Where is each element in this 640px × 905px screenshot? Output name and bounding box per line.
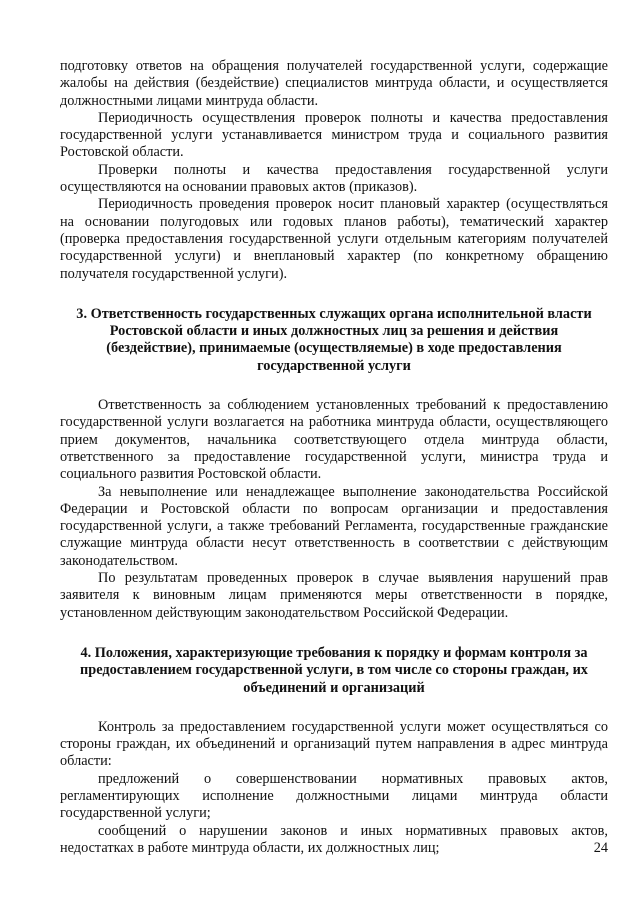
paragraph: сообщений о нарушении законов и иных нормативных правовых актов, недостатках в работе минтруда области, их должностных лиц; <box>60 822 608 856</box>
paragraph: подготовку ответов на обращения получателей государственной услуги, содержащие жалобы на действия (бездействие) специалистов минтруда области, и осуществляется должностными лицами минтруда области. <box>60 58 608 109</box>
page-number: 24 <box>593 840 608 856</box>
section-3 <box>60 306 608 622</box>
paragraph: Периодичность осуществления проверок полноты и качества предоставления государственной услуги устанавливается министром труда и социального развития Ростовской области. <box>60 109 608 161</box>
paragraph: За невыполнение или ненадлежащее выполнение законодательства Российской Федерации и Ростовской области по вопросам организации и предоставления государственной услуги, а также требований Регламента, государственные гражданские служащие минтруда области несут ответственность в соответствии с действующим законодательством. <box>60 483 608 569</box>
intro-block <box>60 58 608 283</box>
section-4 <box>60 645 608 857</box>
paragraph: Периодичность проведения проверок носит плановый характер (осуществляться на основании полугодовых или годовых планов работы), тематический характер (проверка предоставления государственной услуги отдельным категориям получателей государственной услуги) и внеплановый характер (по конкретному обращению получателя государственной услуги). <box>60 196 608 282</box>
paragraph: предложений о совершенствовании нормативных правовых актов, регламентирующих исполнение должностными лицами минтруда области государственной услуги; <box>60 770 608 822</box>
section-heading: 3. Ответственность государственных служащих органа исполнительной власти Ростовской области и иных должностных лиц за решения и действия (бездействие), принимаемые (осуществляемые) в ходе предоставления государственной услуги <box>76 305 592 374</box>
paragraph: Ответственность за соблюдением установленных требований к предоставлению государственной услуги возлагается на работника минтруда области, осуществляющего прием документов, начальника соответствующего отдела минтруда области, ответственного за предоставление государственной услуги, министра труда и социального развития Ростовской области. <box>60 397 608 483</box>
paragraph: Проверки полноты и качества предоставления государственной услуги осуществляются на основании правовых актов (приказов). <box>60 161 608 196</box>
paragraph: Контроль за предоставлением государственной услуги может осуществляться со стороны граждан, их объединений и организаций путем направления в адрес минтруда области: <box>60 718 608 770</box>
section-heading: 4. Положения, характеризующие требования к порядку и формам контроля за предоставлением государственной услуги, в том числе со стороны граждан, их объединений и организаций <box>80 644 588 696</box>
paragraph: По результатам проведенных проверок в случае выявления нарушений прав заявителя к виновным лицам применяются меры ответственности в порядке, установленном действующим законодательством Российской Федерации. <box>60 570 608 621</box>
